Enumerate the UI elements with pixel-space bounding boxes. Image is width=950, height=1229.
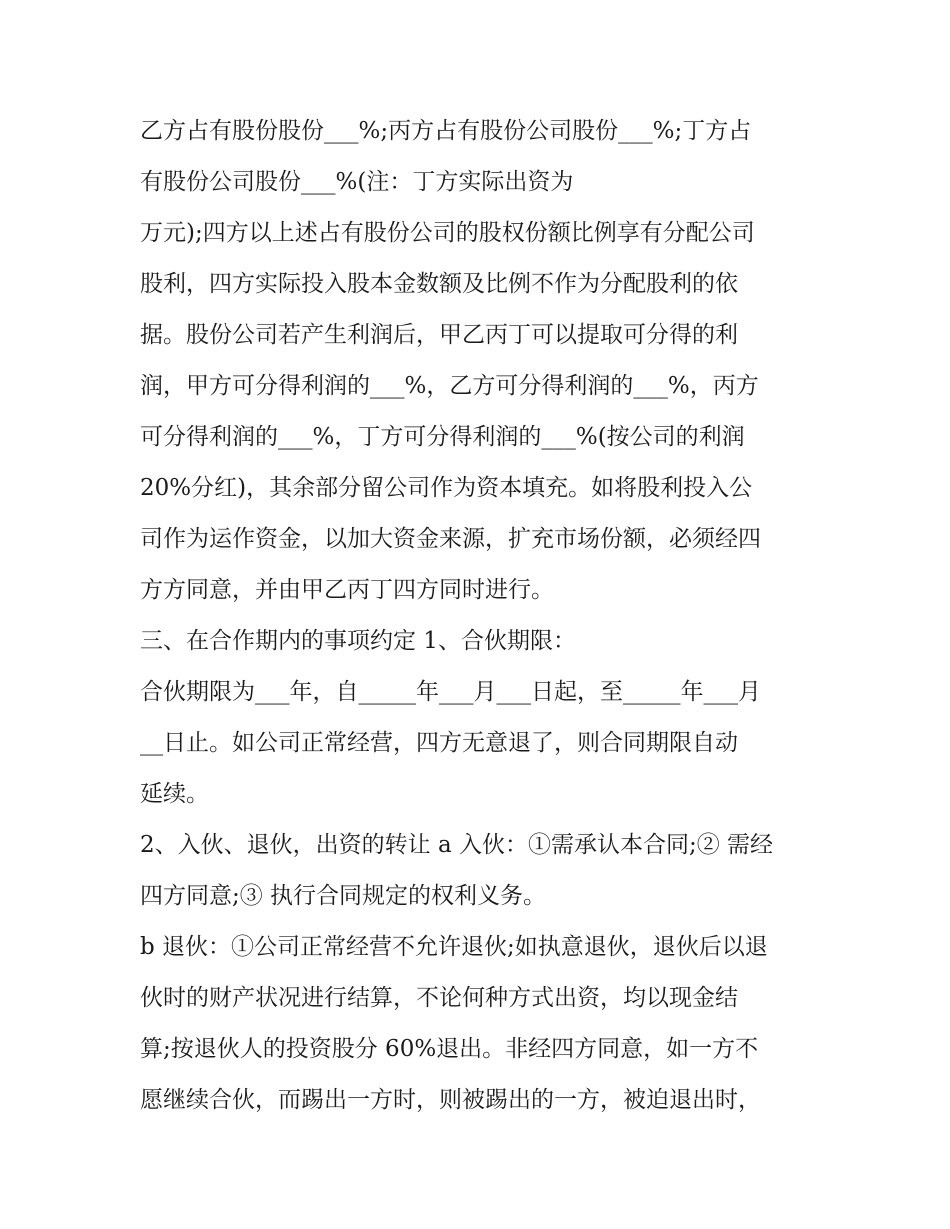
text-line: __日止。如公司正常经营，四方无意退了，则合同期限自动 — [140, 730, 738, 756]
text-line: 乙方占有股份股份___%;丙方占有股份公司股份___%;丁方占 — [140, 118, 752, 144]
text-line: 算;按退伙人的投资股分 60%退出。非经四方同意，如一方不 — [140, 1036, 759, 1062]
text-line: 2、入伙、退伙，出资的转让 a 入伙：①需承认本合同;② 需经 — [140, 832, 774, 858]
document-body — [140, 106, 820, 1126]
text-line: 可分得利润的___%，丁方可分得利润的___%(按公司的利润 — [140, 424, 745, 450]
text-line: 据。股份公司若产生利润后，甲乙丙丁可以提取可分得的利 — [140, 322, 738, 348]
text-line: 股利，四方实际投入股本金数额及比例不作为分配股利的依 — [140, 271, 738, 297]
text-line: 有股份公司股份___%(注：丁方实际出资为 — [140, 169, 574, 195]
text-line: 四方同意;③ 执行合同规定的权利义务。 — [140, 883, 547, 909]
section-heading: 三、在合作期内的事项约定 1、合伙期限： — [140, 628, 576, 654]
text-line: 司作为运作资金，以加大资金来源，扩充市场份额，必须经四 — [140, 526, 761, 552]
text-line: 伙时的财产状况进行结算，不论何种方式出资，均以现金结 — [140, 985, 738, 1011]
text-line: 合伙期限为___年，自_____年___月___日起，至_____年___月 — [140, 679, 761, 705]
text-line: 润，甲方可分得利润的___%，乙方可分得利润的___%，丙方 — [140, 373, 759, 399]
text-line: 延续。 — [140, 781, 209, 807]
text-line: 20%分红)，其余部分留公司作为资本填充。如将股利投入公 — [140, 475, 753, 501]
text-line: 方方同意，并由甲乙丙丁四方同时进行。 — [140, 577, 554, 603]
text-line: 愿继续合伙，而踢出一方时，则被踢出的一方，被迫退出时， — [140, 1087, 761, 1113]
text-line: b 退伙：①公司正常经营不允许退伙;如执意退伙，退伙后以退 — [140, 934, 768, 960]
text-line: 万元);四方以上述占有股份公司的股权份额比例享有分配公司 — [140, 220, 755, 246]
